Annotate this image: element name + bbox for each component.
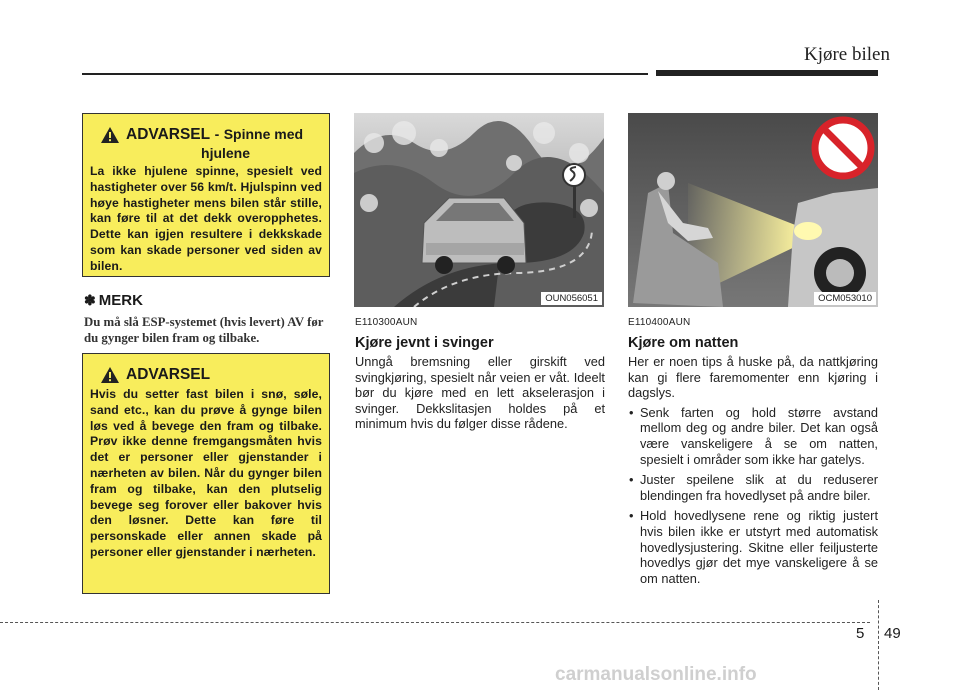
night-image bbox=[628, 113, 878, 307]
section-night bbox=[628, 317, 878, 591]
note-label: MERK bbox=[98, 292, 143, 309]
section-code: E110400AUN bbox=[628, 317, 691, 328]
star-icon: ✽ bbox=[84, 292, 96, 308]
note-title bbox=[84, 292, 143, 309]
warning-triangle-icon bbox=[100, 126, 120, 144]
night-driving-illustration bbox=[628, 113, 878, 307]
page-header-title: Kjøre bilen bbox=[803, 44, 890, 65]
warning-triangle-icon bbox=[100, 366, 120, 384]
footer-rule bbox=[0, 622, 870, 623]
section-intro: Her er noen tips å huske på, da nattkjøring kan gi flere faremomenter enn kjøring i dagslys. bbox=[628, 354, 878, 401]
warning-box-stuck bbox=[82, 353, 330, 594]
list-item: • Senk farten og hold større avstand mellom deg og andre biler. Det kan også være vanskeligere å se om natten, spesielt i områder som ikke har gatelys. bbox=[628, 405, 878, 467]
curve-road-illustration bbox=[354, 113, 604, 307]
warning-label: ADVARSEL bbox=[126, 126, 211, 143]
warning-subtitle-cont: hjulene bbox=[201, 145, 251, 161]
warning-body: Hvis du setter fast bilen i snø, søle, sand etc., kan du prøve å gynge bilen løs ved å bevege den fram og tilbake. Prøv ikke denne fremgangsmåten hvis det er personer eller gjenstander i nærheten av bilen. Når du gynger bilen fram og tilbake, kan den plutselig bevege seg forover eller bakover hvis den løsner. Dette kan føre til personskade eller annen skade på personer eller gjenstander i nærheten. bbox=[90, 387, 322, 559]
warning-label: ADVARSEL bbox=[126, 366, 211, 383]
page-number: 49 bbox=[884, 625, 901, 642]
list-item: • Juster speilene slik at du reduserer blendingen fra hovedlyset på andre biler. bbox=[628, 472, 878, 503]
figure-code: OUN056051 bbox=[541, 292, 602, 305]
note-text: Du må slå ESP-systemet (hvis levert) AV før du gynger bilen fram og tilbake. bbox=[84, 315, 324, 345]
footer-divider bbox=[878, 600, 879, 690]
header-rule-bar bbox=[656, 70, 878, 76]
chapter-number: 5 bbox=[856, 625, 865, 642]
road-image bbox=[354, 113, 604, 307]
watermark: carmanualsonline.info bbox=[555, 664, 757, 685]
section-body: Unngå bremsning eller girskift ved svingkjøring, spesielt når veien er våt. Ideelt bør du kjøre med en lett akselerasjon i svinger. Dekkslitasjen holdes på et minimum hvis du følger disse rådene. bbox=[355, 354, 605, 432]
section-code: E110300AUN bbox=[355, 317, 418, 328]
figure-code: OCM053010 bbox=[814, 292, 876, 305]
header-rule bbox=[82, 73, 648, 75]
warning-subtitle: Spinne med bbox=[223, 126, 304, 142]
section-heading: Kjøre om natten bbox=[628, 335, 739, 351]
car-shape bbox=[422, 198, 526, 274]
tips-list bbox=[628, 405, 878, 587]
warning-box-spin bbox=[82, 113, 330, 277]
warning-header bbox=[90, 126, 322, 161]
section-heading: Kjøre jevnt i svinger bbox=[355, 335, 494, 351]
prohibition-sign bbox=[815, 120, 871, 176]
car-front bbox=[788, 188, 878, 307]
warning-body: La ikke hjulene spinne, spesielt ved hastigheter over 56 km/t. Hjulspinn ved høye hastigheter mens bilen står stille, kan føre til at det dekk overopphetes. Dette kan igjen resultere i dekkskade som kan skade personer ved siden av bilen. bbox=[90, 164, 322, 273]
section-curves bbox=[355, 317, 605, 432]
warning-header bbox=[90, 366, 322, 384]
list-item: • Hold hovedlysene rene og riktig justert hvis bilen ikke er utstyrt med automatisk hovedlysjustering. Skitne eller feiljusterte hovedlys gjør det mye vanskeligere å se om natten. bbox=[628, 508, 878, 586]
warning-dash: - bbox=[214, 126, 220, 142]
